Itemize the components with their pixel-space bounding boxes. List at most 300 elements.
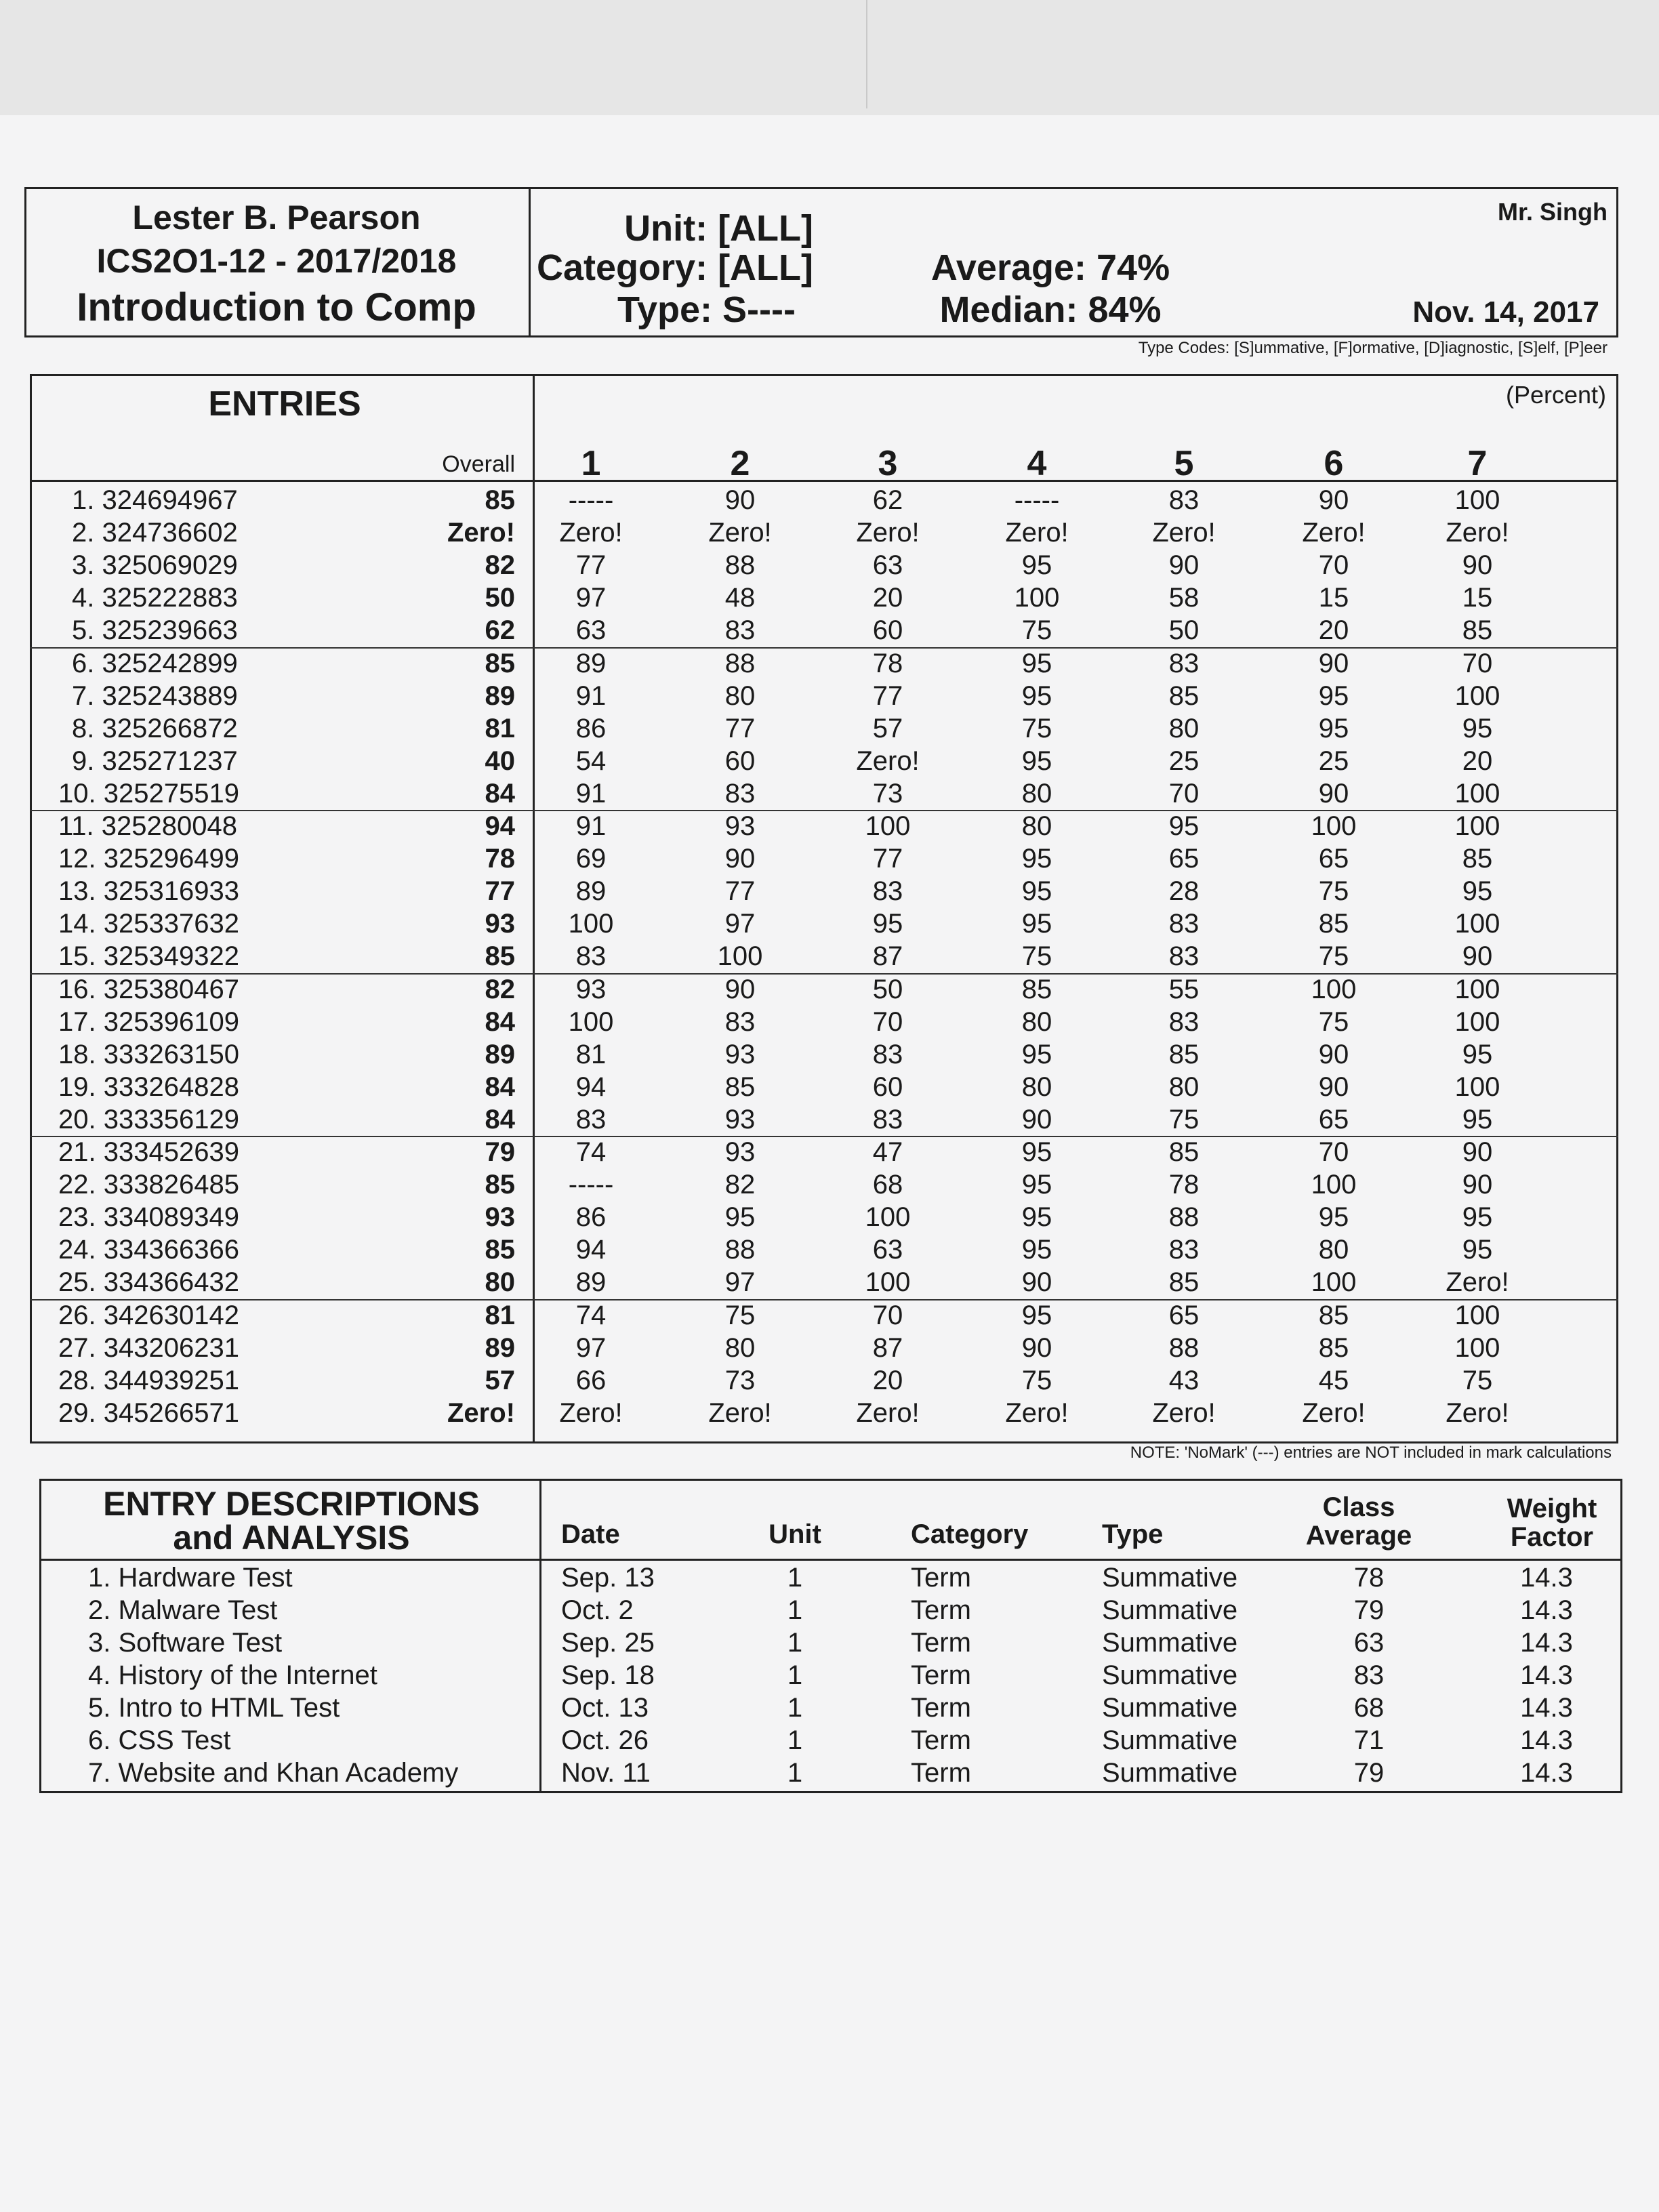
entry-class-average: 63 [1353,1628,1385,1658]
mark-cell: 45 [1318,1365,1349,1395]
mark-cell: Zero! [1152,1397,1216,1428]
mark-cell: 100 [1311,974,1357,1004]
mark-cell: 80 [1021,811,1052,841]
mark-cell: Zero! [1152,518,1216,548]
mark-cell: 83 [872,1039,903,1069]
mark-cell: 93 [575,974,607,1004]
mark-cell: 86 [575,713,607,743]
mark-cell: Zero! [1446,1397,1509,1428]
percent-label: (Percent) [1505,381,1606,409]
mark-cell: 75 [1318,1006,1349,1037]
mark-cell: 50 [872,974,903,1004]
mark-cell: 90 [1318,485,1349,515]
mark-cell: 87 [872,1332,903,1363]
mark-cell: 95 [1318,680,1349,711]
descriptions-header-rule [39,1559,1622,1561]
overall-mark: 89 [485,1332,515,1363]
mark-cell: 63 [575,615,607,646]
student-id: 3. 325069029 [72,550,238,581]
mark-cell: 97 [724,1267,756,1298]
mark-cell: 74 [575,1300,607,1330]
entry-category: Term [911,1660,971,1690]
mark-cell: 43 [1168,1365,1200,1395]
mark-cell: 95 [1462,1202,1493,1233]
mark-cell: Zero! [1005,518,1069,548]
entry-description: 1. Hardware Test [88,1563,293,1593]
mark-cell: 89 [575,648,607,678]
mark-cell: 80 [724,1332,756,1363]
mark-cell: 85 [1168,680,1200,711]
descriptions-column-divider [539,1479,541,1793]
mark-cell: 83 [1168,485,1200,515]
student-id: 26. 342630142 [58,1300,239,1330]
mark-cell: 90 [1318,648,1349,678]
mark-cell: 89 [575,1267,607,1298]
mark-cell: 75 [1318,941,1349,972]
mark-cell: 57 [872,713,903,743]
mark-cell: ----- [568,485,614,515]
overall-mark: 89 [485,1039,515,1069]
mark-cell: 95 [1021,1039,1052,1069]
overall-mark: 81 [485,1300,515,1330]
mark-cell: 83 [724,1006,756,1037]
mark-cell: 97 [724,909,756,939]
entry-class-average: 79 [1353,1758,1385,1788]
overall-mark: 85 [485,485,515,515]
student-id: 2. 324736602 [72,518,238,548]
student-id: 21. 333452639 [58,1137,239,1167]
mark-cell: 82 [724,1170,756,1200]
entry-unit: 1 [787,1693,803,1723]
mark-cell: 90 [1462,941,1493,972]
entry-unit: 1 [787,1758,803,1788]
mark-cell: 90 [1021,1104,1052,1134]
mark-cell: 25 [1168,745,1200,776]
mark-cell: 83 [724,615,756,646]
mark-cell: Zero! [708,1397,772,1428]
student-id: 22. 333826485 [58,1170,239,1200]
mark-cell: 100 [1454,811,1500,841]
mark-cell: 85 [724,1071,756,1102]
entry-date: Oct. 26 [561,1725,649,1755]
mark-cell: 78 [872,648,903,678]
mark-cell: 70 [1462,648,1493,678]
mark-cell: 60 [724,745,756,776]
mark-cell: 86 [575,1202,607,1233]
entry-unit: 1 [787,1660,803,1690]
background-sheet [0,0,1659,115]
mark-cell: 97 [575,583,607,613]
entry-type: Summative [1102,1758,1238,1788]
mark-cell: 97 [575,1332,607,1363]
mark-cell: 83 [1168,1235,1200,1265]
mark-cell: 70 [872,1300,903,1330]
overall-mark: Zero! [447,1397,515,1428]
student-id: 27. 343206231 [58,1332,239,1363]
student-id: 25. 334366432 [58,1267,239,1298]
mark-cell: 75 [724,1300,756,1330]
mark-cell: 100 [865,811,911,841]
mark-cell: 89 [575,876,607,907]
mark-cell: Zero! [856,745,920,776]
entry-category: Term [911,1758,971,1788]
mark-cell: Zero! [856,1397,920,1428]
mark-cell: 100 [568,909,614,939]
mark-cell: 95 [1021,844,1052,874]
report-date: Nov. 14, 2017 [1412,295,1599,329]
mark-cell: 94 [575,1071,607,1102]
mark-cell: ----- [568,1170,614,1200]
student-id: 1. 324694967 [72,485,238,515]
weight-factor-header-line2: Factor [1510,1522,1594,1552]
overall-mark: 81 [485,713,515,743]
mark-cell: 95 [1021,680,1052,711]
weight-factor-header-line1: Weight [1507,1494,1597,1523]
entry-category: Term [911,1693,971,1723]
mark-cell: 95 [1021,1235,1052,1265]
student-id: 7. 325243889 [72,680,238,711]
mark-cell: 100 [1454,778,1500,808]
mark-cell: 90 [1021,1332,1052,1363]
mark-cell: Zero! [559,1397,623,1428]
mark-cell: 73 [872,778,903,808]
descriptions-title-line1: ENTRY DESCRIPTIONS [103,1485,480,1523]
mark-cell: Zero! [559,518,623,548]
sheet-fold-line [866,0,867,108]
entry-description: 6. CSS Test [88,1725,231,1755]
mark-cell: Zero! [856,518,920,548]
mark-cell: 15 [1318,583,1349,613]
mark-cell: ----- [1014,485,1060,515]
course-code: ICS2O1-12 - 2017/2018 [96,242,457,280]
entries-column-divider [533,374,535,1443]
mark-cell: 95 [1021,1137,1052,1167]
mark-cell: 85 [1318,1300,1349,1330]
overall-mark: 85 [485,1235,515,1265]
mark-cell: 95 [1021,550,1052,581]
mark-cell: 60 [872,1071,903,1102]
mark-cell: 75 [1462,1365,1493,1395]
overall-mark: 93 [485,1202,515,1233]
entry-type: Summative [1102,1628,1238,1658]
mark-cell: 66 [575,1365,607,1395]
student-id: 19. 333264828 [58,1071,239,1102]
school-name: Lester B. Pearson [132,199,421,237]
unit-column-header: Unit [769,1519,821,1549]
mark-cell: 83 [872,1104,903,1134]
overall-mark: 84 [485,1104,515,1134]
mark-cell: 90 [1318,778,1349,808]
entry-date: Sep. 13 [561,1563,655,1593]
mark-cell: 95 [1021,745,1052,776]
mark-cell: 80 [1021,1071,1052,1102]
mark-cell: 95 [1021,909,1052,939]
mark-cell: 75 [1021,1365,1052,1395]
mark-cell: 95 [1462,876,1493,907]
mark-cell: 65 [1318,844,1349,874]
mark-cell: 87 [872,941,903,972]
mark-cell: 80 [1021,1006,1052,1037]
mark-cell: 93 [724,1039,756,1069]
mark-cell: 77 [872,680,903,711]
mark-cell: 91 [575,811,607,841]
student-id: 9. 325271237 [72,745,238,776]
mark-cell: 90 [724,485,756,515]
mark-cell: 85 [1462,844,1493,874]
mark-cell: 55 [1168,974,1200,1004]
nomark-note: NOTE: 'NoMark' (---) entries are NOT included in mark calculations [1130,1443,1612,1462]
mark-cell: 100 [1454,1332,1500,1363]
entry-category: Term [911,1563,971,1593]
mark-cell: Zero! [708,518,772,548]
mark-cell: 90 [1462,550,1493,581]
mark-cell: 70 [1318,1137,1349,1167]
overall-mark: 85 [485,1170,515,1200]
overall-mark: 79 [485,1137,515,1167]
mark-cell: 100 [1454,1300,1500,1330]
overall-mark: 50 [485,583,515,613]
entry-type: Summative [1102,1660,1238,1690]
mark-cell: 85 [1168,1267,1200,1298]
mark-cell: 100 [1311,811,1357,841]
mark-cell: 83 [575,1104,607,1134]
student-id: 18. 333263150 [58,1039,239,1069]
entry-date: Nov. 11 [561,1758,651,1788]
mark-cell: 90 [1318,1071,1349,1102]
entries-title: ENTRIES [208,384,361,424]
student-id: 10. 325275519 [58,778,239,808]
mark-cell: 65 [1168,1300,1200,1330]
mark-cell: 95 [1021,1202,1052,1233]
student-id: 13. 325316933 [58,876,239,907]
student-id: 5. 325239663 [72,615,238,646]
mark-cell: 20 [872,1365,903,1395]
student-id: 23. 334089349 [58,1202,239,1233]
mark-cell: 80 [1021,778,1052,808]
mark-cell: 69 [575,844,607,874]
mark-cell: 20 [1462,745,1493,776]
entries-header-rule [30,480,1618,482]
mark-cell: 63 [872,1235,903,1265]
entry-unit: 1 [787,1563,803,1593]
mark-cell: 95 [1168,811,1200,841]
mark-cell: 85 [1021,974,1052,1004]
entry-type: Summative [1102,1563,1238,1593]
mark-cell: 83 [1168,941,1200,972]
overall-mark: 85 [485,648,515,678]
entry-unit: 1 [787,1725,803,1755]
category-filter: Category: [ALL] [537,247,813,288]
student-id: 16. 325380467 [58,974,239,1004]
entry-weight-factor: 14.3 [1520,1595,1573,1625]
mark-cell: 28 [1168,876,1200,907]
mark-cell: 50 [1168,615,1200,646]
mark-cell: 80 [1318,1235,1349,1265]
mark-cell: 80 [1168,1071,1200,1102]
entry-description: 5. Intro to HTML Test [88,1693,340,1723]
mark-cell: 95 [872,909,903,939]
mark-cell: 65 [1318,1104,1349,1134]
entry-weight-factor: 14.3 [1520,1660,1573,1690]
mark-cell: 90 [724,844,756,874]
mark-cell: 91 [575,680,607,711]
mark-cell: Zero! [1005,1397,1069,1428]
mark-cell: 88 [1168,1332,1200,1363]
class-average-header-line1: Class [1322,1492,1395,1522]
mark-cell: 15 [1462,583,1493,613]
mark-cell: 70 [1168,778,1200,808]
mark-cell: 70 [872,1006,903,1037]
mark-cell: 62 [872,485,903,515]
mark-cell: 88 [724,1235,756,1265]
date-column-header: Date [561,1519,620,1549]
mark-cell: 100 [865,1202,911,1233]
overall-mark: 82 [485,974,515,1004]
student-id: 15. 325349322 [58,941,239,972]
mark-cell: 85 [1168,1039,1200,1069]
entry-weight-factor: 14.3 [1520,1693,1573,1723]
mark-cell: 83 [575,941,607,972]
class-average: Average: 74% [930,247,1170,288]
mark-cell: 90 [1168,550,1200,581]
mark-cell: 80 [724,680,756,711]
overall-mark: 84 [485,778,515,808]
entry-type: Summative [1102,1693,1238,1723]
mark-cell: 88 [1168,1202,1200,1233]
mark-cell: 83 [872,876,903,907]
entry-date: Oct. 2 [561,1595,634,1625]
mark-cell: 95 [724,1202,756,1233]
mark-cell: 77 [872,844,903,874]
mark-cell: 47 [872,1137,903,1167]
type-filter: Type: S---- [617,289,796,330]
mark-cell: 100 [1014,583,1060,613]
mark-cell: 83 [1168,648,1200,678]
assessment-column-header: 3 [878,444,898,483]
mark-cell: 25 [1318,745,1349,776]
assessment-column-header: 7 [1467,444,1488,483]
mark-cell: 77 [724,876,756,907]
class-average-header-line2: Average [1305,1521,1412,1551]
mark-cell: 95 [1021,648,1052,678]
overall-column-header: Overall [442,451,515,477]
mark-cell: 74 [575,1137,607,1167]
mark-cell: 75 [1021,713,1052,743]
entry-description: 4. History of the Internet [88,1660,377,1690]
student-id: 12. 325296499 [58,844,239,874]
assessment-column-header: 2 [730,444,750,483]
entry-unit: 1 [787,1628,803,1658]
entry-class-average: 71 [1353,1725,1385,1755]
entry-unit: 1 [787,1595,803,1625]
mark-cell: Zero! [1302,518,1366,548]
student-id: 17. 325396109 [58,1006,239,1037]
mark-cell: 90 [1318,1039,1349,1069]
entry-date: Sep. 18 [561,1660,655,1690]
mark-cell: 83 [724,778,756,808]
mark-cell: 70 [1318,550,1349,581]
student-id: 24. 334366366 [58,1235,239,1265]
overall-mark: 85 [485,941,515,972]
entry-class-average: 78 [1353,1563,1385,1593]
overall-mark: 80 [485,1267,515,1298]
mark-cell: 65 [1168,844,1200,874]
student-id: 29. 345266571 [58,1397,239,1428]
mark-cell: 85 [1318,1332,1349,1363]
mark-cell: 90 [1462,1137,1493,1167]
mark-cell: 100 [568,1006,614,1037]
mark-cell: 95 [1021,876,1052,907]
mark-cell: 91 [575,778,607,808]
mark-cell: 93 [724,811,756,841]
entry-class-average: 79 [1353,1595,1385,1625]
mark-cell: 85 [1318,909,1349,939]
mark-cell: 75 [1168,1104,1200,1134]
teacher-name: Mr. Singh [1498,198,1607,226]
mark-cell: 75 [1021,941,1052,972]
mark-cell: 60 [872,615,903,646]
mark-cell: 95 [1021,1300,1052,1330]
mark-cell: 100 [1454,1071,1500,1102]
student-id: 6. 325242899 [72,648,238,678]
overall-mark: 94 [485,811,515,841]
mark-cell: 81 [575,1039,607,1069]
mark-cell: 100 [865,1267,911,1298]
entry-description: 7. Website and Khan Academy [88,1758,459,1788]
entry-date: Sep. 25 [561,1628,655,1658]
overall-mark: 57 [485,1365,515,1395]
mark-cell: Zero! [1446,1267,1509,1298]
entry-weight-factor: 14.3 [1520,1758,1573,1788]
mark-cell: 83 [1168,909,1200,939]
mark-cell: 93 [724,1137,756,1167]
overall-mark: 89 [485,680,515,711]
course-name: Introduction to Comp [77,285,476,329]
mark-cell: 78 [1168,1170,1200,1200]
mark-cell: 95 [1318,1202,1349,1233]
mark-cell: 58 [1168,583,1200,613]
overall-mark: 82 [485,550,515,581]
entry-type: Summative [1102,1725,1238,1755]
mark-cell: 100 [1454,485,1500,515]
mark-cell: 75 [1318,876,1349,907]
overall-mark: 77 [485,876,515,907]
type-column-header: Type [1102,1519,1164,1549]
mark-cell: 85 [1168,1137,1200,1167]
entry-description: 2. Malware Test [88,1595,278,1625]
mark-cell: 77 [575,550,607,581]
student-id: 8. 325266872 [72,713,238,743]
mark-cell: 75 [1021,615,1052,646]
mark-cell: 100 [1454,974,1500,1004]
mark-cell: 100 [1454,680,1500,711]
entry-class-average: 68 [1353,1693,1385,1723]
overall-mark: 84 [485,1006,515,1037]
mark-cell: Zero! [1302,1397,1366,1428]
entry-weight-factor: 14.3 [1520,1563,1573,1593]
mark-cell: 100 [1311,1170,1357,1200]
unit-filter: Unit: [ALL] [624,208,813,249]
assessment-column-header: 6 [1324,444,1344,483]
mark-cell: 73 [724,1365,756,1395]
class-median: Median: 84% [939,289,1162,330]
mark-cell: 20 [1318,615,1349,646]
student-id: 11. 325280048 [58,811,237,841]
entry-date: Oct. 13 [561,1693,649,1723]
mark-cell: 95 [1462,1104,1493,1134]
mark-cell: 90 [724,974,756,1004]
mark-cell: 100 [1454,909,1500,939]
